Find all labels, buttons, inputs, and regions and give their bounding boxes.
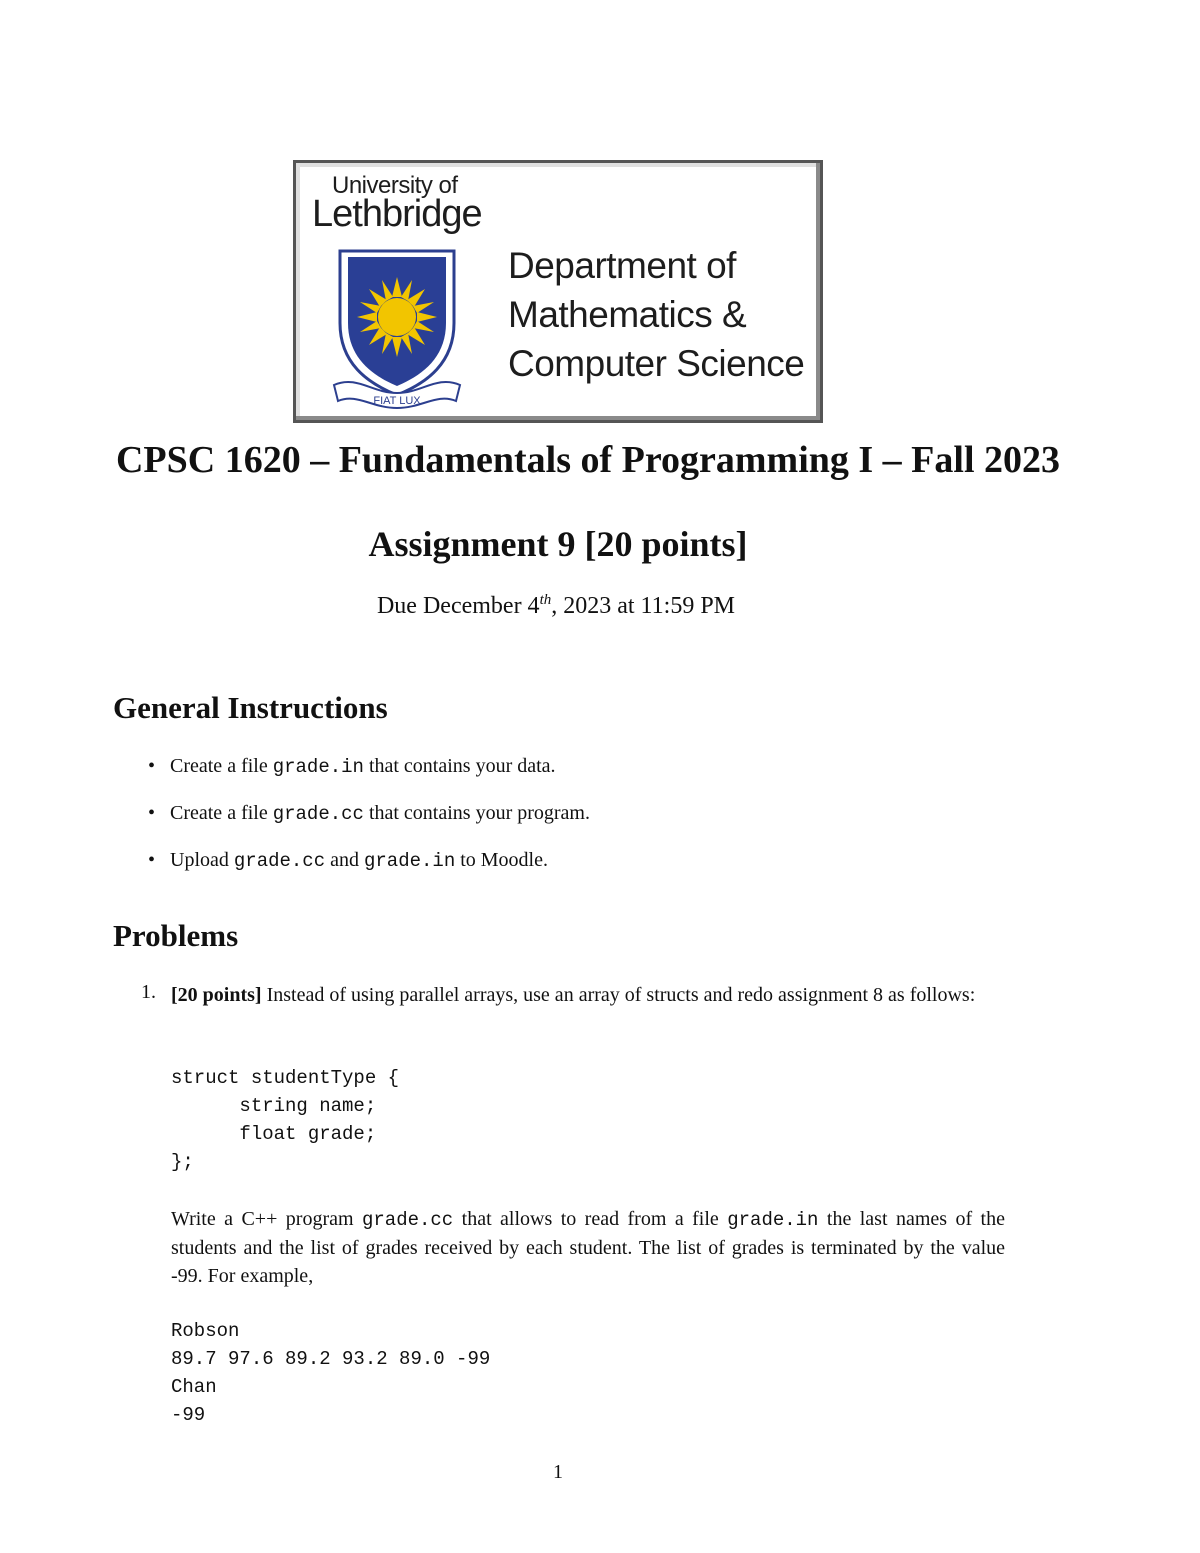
page-number: 1 <box>553 1461 563 1483</box>
bullet-icon: • <box>148 802 156 824</box>
logo-university-name: Lethbridge <box>312 193 482 235</box>
problem-intro: [20 points] Instead of using parallel arrays, use an array of structs and redo assignment 8 as follows: <box>171 984 976 1006</box>
instruction-item: • Create a file grade.in that contains your data. <box>148 755 556 778</box>
instruction-item: • Create a file grade.cc that contains your program. <box>148 802 590 825</box>
bullet-icon: • <box>148 755 156 777</box>
general-instructions-heading: General Instructions <box>113 690 388 725</box>
problem-number: 1. <box>141 981 156 1003</box>
university-crest-icon <box>332 243 462 413</box>
department-logo <box>293 160 823 423</box>
problem-description: Write a C++ program grade.cc that allows to read from a file grade.in the last names of the students and the list of grades received by each student. The list of grades is terminated by the value -99. For example, <box>171 1208 1005 1287</box>
logo-department-name <box>508 241 804 388</box>
instruction-item: • Upload grade.cc and grade.in to Moodle. <box>148 849 548 872</box>
course-title: CPSC 1620 – Fundamentals of Programming I – Fall 2023 <box>115 439 1061 481</box>
logo-department-line: Computer Science <box>508 343 805 384</box>
logo-department-line: Department of <box>508 245 736 286</box>
logo-department-line: Mathematics & <box>508 294 747 335</box>
problems-heading: Problems <box>113 918 239 953</box>
assignment-title: Assignment 9 [20 points] <box>368 524 748 564</box>
logo-university-of: University of <box>332 172 458 199</box>
struct-code-block: struct studentType { string name; float grade; }; <box>171 1067 400 1173</box>
due-date: Due December 4th, 2023 at 11:59 PM <box>376 592 736 619</box>
example-data-block: Robson 89.7 97.6 89.2 93.2 89.0 -99 Chan -99 <box>171 1320 491 1426</box>
bullet-icon: • <box>148 849 156 871</box>
crest-motto: FIAT LUX <box>373 395 421 407</box>
